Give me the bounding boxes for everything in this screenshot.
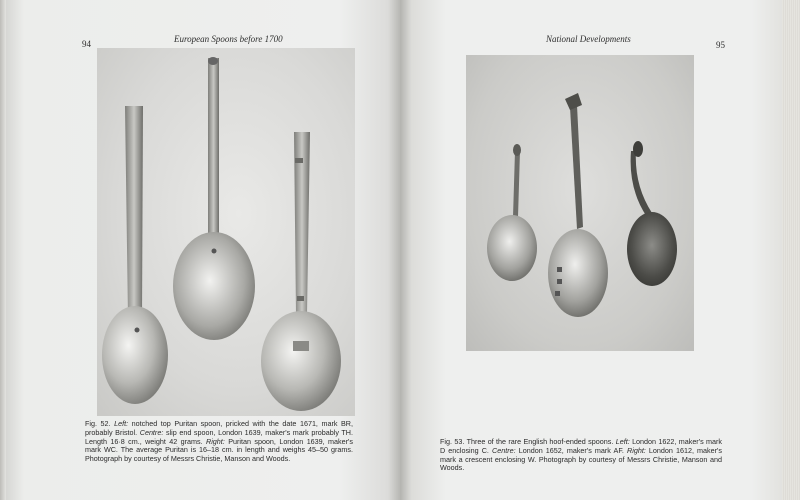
fig-53-label: Fig. 53. bbox=[440, 437, 465, 446]
right-page-edge bbox=[782, 0, 800, 500]
spoon-left bbox=[102, 106, 168, 404]
figure-52-caption bbox=[85, 420, 353, 464]
hoof-spoon-right bbox=[627, 141, 677, 286]
fig-52-right-text: Puritan spoon, London 1639, maker's mark WC. The average Puritan is 16–18 cm. in length and weighs 45–50 grams. Photograph by courtesy of Messrs Christie, Manson and Woods. bbox=[85, 436, 353, 464]
fig-53-centre-text: London 1652, maker's mark AF. bbox=[518, 445, 624, 455]
running-head-right: National Developments bbox=[546, 34, 631, 44]
page-number-right: 95 bbox=[716, 40, 725, 50]
fig-52-left-text: notched top Puritan spoon, pricked with the date 1671, mark BR, probably Bristol. bbox=[85, 419, 353, 437]
fig-52-left-label: Left: bbox=[114, 419, 129, 428]
figure-52-photo bbox=[97, 48, 355, 416]
fig-53-left-text: London 1622, maker's mark D enclosing C. bbox=[440, 437, 722, 455]
fig-53-left-label: Left: bbox=[615, 437, 630, 446]
hoof-spoon-centre bbox=[548, 93, 608, 317]
fig-53-right-text: London 1612, maker's mark a crescent enclosing W. Photograph by courtesy of Messrs Christie, Manson and Woods. bbox=[440, 445, 722, 473]
fig-52-right-label: Right: bbox=[206, 436, 225, 446]
spoon-right bbox=[261, 132, 341, 411]
fig-52-centre-text: slip end spoon, London 1639, maker's mark probably TH. Length 16·8 cm., weight 42 grams. bbox=[85, 427, 353, 446]
figure-53-caption bbox=[440, 438, 722, 473]
spoon-centre bbox=[173, 57, 255, 340]
hoof-spoon-left bbox=[487, 144, 537, 281]
fig-53-intro: Three of the rare English hoof-ended spoons. bbox=[466, 437, 614, 446]
fig-52-centre-label: Centre: bbox=[139, 427, 164, 437]
page-number-left: 94 bbox=[82, 39, 91, 49]
figure-53-photo bbox=[466, 55, 694, 351]
fig-52-label: Fig. 52. bbox=[85, 419, 111, 428]
running-head-left: European Spoons before 1700 bbox=[174, 34, 283, 44]
figure-52-spoons bbox=[97, 48, 355, 416]
figure-53-spoons bbox=[466, 55, 694, 351]
fig-53-right-label: Right: bbox=[627, 445, 646, 455]
fig-53-centre-label: Centre: bbox=[492, 445, 516, 455]
left-page-edge bbox=[0, 0, 6, 500]
